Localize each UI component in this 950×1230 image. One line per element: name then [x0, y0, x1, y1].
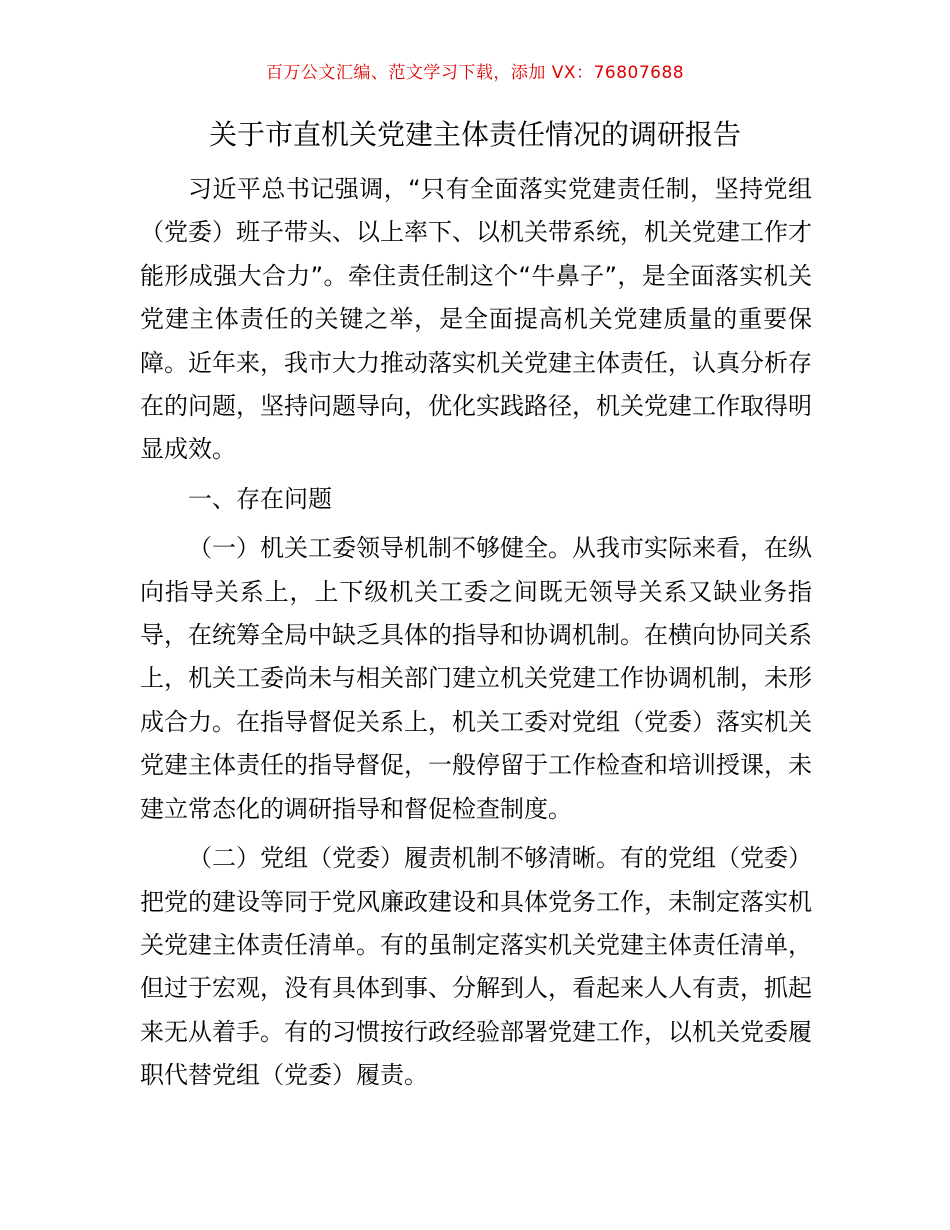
section-heading-problems: 一、存在问题 [188, 484, 332, 513]
document-body [140, 168, 812, 1098]
watermark-header: 百万公文汇编、范文学习下载，添加 VX：76807688 [265, 63, 685, 83]
paragraph-problem-2: （二）党组（党委）履责机制不够清晰。有的党组（党委）把党的建设等同于党风廉政建设和具体党务工作，未制定落实机关党建主体责任清单。有的虽制定落实机关党建主体责任清单，但过于宏观，没有具体到事、分解到人，看起来人人有责，抓起来无从着手。有的习惯按行政经验部署党建工作，以机关党委履职代替党组（党委）履责。 [140, 844, 812, 1090]
document-title: 关于市直机关党建主体责任情况的调研报告 [208, 118, 741, 151]
paragraph-intro: 习近平总书记强调，“只有全面落实党建责任制，坚持党组（党委）班子带头、以上率下、以机关带系统，机关党建工作才能形成强大合力”。牵住责任制这个“牛鼻子”，是全面落实机关党建主体责任的关键之举，是全面提高机关党建质量的重要保障。近年来，我市大力推动落实机关党建主体责任，认真分析存在的问题，坚持问题导向，优化实践路径，机关党建工作取得明显成效。 [140, 175, 812, 464]
paragraph-problem-1: （一）机关工委领导机制不够健全。从我市实际来看，在纵向指导关系上，上下级机关工委之间既无领导关系又缺业务指导，在统筹全局中缺乏具体的指导和协调机制。在横向协同关系上，机关工委尚未与相关部门建立机关党建工作协调机制，未形成合力。在指导督促关系上，机关工委对党组（党委）落实机关党建主体责任的指导督促，一般停留于工作检查和培训授课，未建立常态化的调研指导和督促检查制度。 [140, 534, 812, 823]
